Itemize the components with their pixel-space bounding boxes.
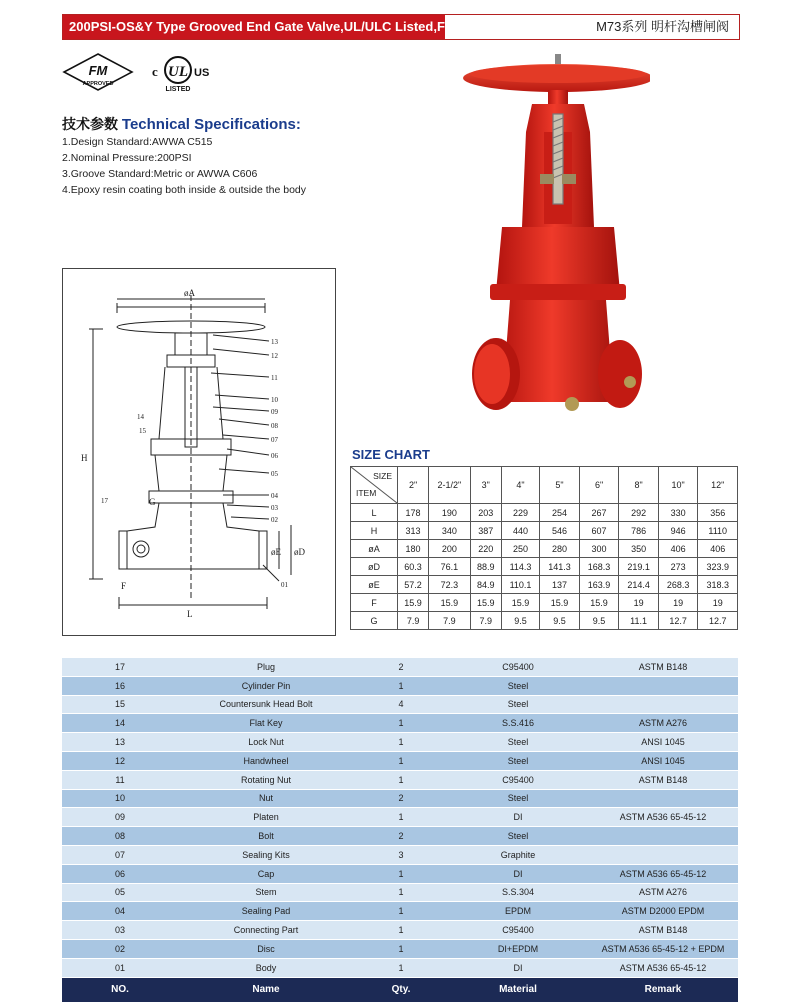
part-material-cell: S.S.304 — [448, 883, 588, 902]
part-qty-cell: 1 — [354, 883, 448, 902]
part-no-cell: 08 — [62, 827, 178, 846]
spec-item: 3.Groove Standard:Metric or AWWA C606 — [62, 168, 258, 180]
table-row — [62, 902, 738, 921]
size-cell: 220 — [470, 540, 501, 558]
part-no-cell: 12 — [62, 751, 178, 770]
part-label: 07 — [271, 436, 278, 444]
fm-approved-logo — [62, 52, 134, 92]
part-qty-cell: 1 — [354, 770, 448, 789]
size-cell: 607 — [579, 522, 619, 540]
size-cell: 280 — [540, 540, 580, 558]
size-cell: 84.9 — [470, 576, 501, 594]
table-row — [62, 789, 738, 808]
size-cell: 15.9 — [470, 594, 501, 612]
part-qty-cell: 1 — [354, 714, 448, 733]
size-header: 2-1/2" — [429, 467, 471, 504]
table-row — [62, 921, 738, 940]
size-cell: 1110 — [698, 522, 738, 540]
size-chart-title: SIZE CHART — [352, 447, 430, 462]
size-cell: 19 — [698, 594, 738, 612]
table-row — [62, 676, 738, 695]
table-row — [62, 714, 738, 733]
part-label: 02 — [271, 516, 278, 524]
size-cell: 72.3 — [429, 576, 471, 594]
size-cell: 219.1 — [619, 558, 659, 576]
part-name-cell: Cap — [178, 864, 354, 883]
size-cell: 12.7 — [658, 612, 698, 630]
size-cell: 313 — [398, 522, 429, 540]
size-cell: 141.3 — [540, 558, 580, 576]
size-cell: 12.7 — [698, 612, 738, 630]
ul-logo-c: c — [152, 64, 158, 79]
col-name-header: Name — [178, 977, 354, 1002]
part-name-cell: Countersunk Head Bolt — [178, 695, 354, 714]
size-cell: 387 — [470, 522, 501, 540]
size-cell: 57.2 — [398, 576, 429, 594]
part-no-cell: 04 — [62, 902, 178, 921]
size-cell: 15.9 — [540, 594, 580, 612]
part-no-cell: 15 — [62, 695, 178, 714]
size-cell: 292 — [619, 504, 659, 522]
part-name-cell: Disc — [178, 939, 354, 958]
size-cell: 178 — [398, 504, 429, 522]
table-row — [62, 827, 738, 846]
size-cell: 110.1 — [501, 576, 539, 594]
part-remark-cell — [588, 676, 738, 695]
dim-h-label: H — [81, 453, 88, 463]
size-cell: 15.9 — [429, 594, 471, 612]
part-remark-cell — [588, 845, 738, 864]
size-cell: 203 — [470, 504, 501, 522]
size-cell: 88.9 — [470, 558, 501, 576]
size-cell: 7.9 — [429, 612, 471, 630]
part-qty-cell: 3 — [354, 845, 448, 864]
table-row — [62, 658, 738, 676]
size-cell: 350 — [619, 540, 659, 558]
size-row-label: G — [351, 612, 398, 630]
part-material-cell: S.S.416 — [448, 714, 588, 733]
size-cell: 406 — [698, 540, 738, 558]
part-name-cell: Rotating Nut — [178, 770, 354, 789]
spec-title — [62, 114, 301, 134]
size-cell: 190 — [429, 504, 471, 522]
size-cell: 19 — [658, 594, 698, 612]
spec-item: 1.Design Standard:AWWA C515 — [62, 136, 213, 148]
size-header: 2" — [398, 467, 429, 504]
part-no-cell: 11 — [62, 770, 178, 789]
table-row — [62, 751, 738, 770]
size-chart-row — [351, 576, 738, 594]
col-material-header: Material — [448, 977, 588, 1002]
size-cell: 9.5 — [540, 612, 580, 630]
spec-title-en: Technical Specifications: — [121, 116, 301, 133]
header-title: 200PSI-OS&Y Type Grooved End Gate Valve,UL/ULC Listed,FM Approved — [63, 15, 445, 39]
size-header: 12" — [698, 467, 738, 504]
dim-a-label: øA — [184, 288, 195, 298]
size-chart-row — [351, 540, 738, 558]
part-material-cell: DI+EPDM — [448, 939, 588, 958]
part-no-cell: 14 — [62, 714, 178, 733]
size-cell: 273 — [658, 558, 698, 576]
size-row-label: øD — [351, 558, 398, 576]
part-no-cell: 13 — [62, 733, 178, 752]
part-label: 05 — [271, 470, 278, 478]
part-remark-cell: ASTM A276 — [588, 883, 738, 902]
part-label: 03 — [271, 504, 278, 512]
ul-logo-us: US — [194, 67, 210, 79]
part-name-cell: Nut — [178, 789, 354, 808]
size-cell: 406 — [658, 540, 698, 558]
part-remark-cell: ASTM A276 — [588, 714, 738, 733]
part-no-cell: 05 — [62, 883, 178, 902]
part-qty-cell: 1 — [354, 958, 448, 977]
size-cell: 440 — [501, 522, 539, 540]
part-remark-cell: ASTM A536 65-45-12 — [588, 958, 738, 977]
parts-list-table — [62, 658, 738, 1003]
part-label: 14 — [137, 413, 144, 421]
part-label: 12 — [271, 352, 278, 360]
size-chart-table — [350, 466, 738, 630]
part-remark-cell: ASTM B148 — [588, 658, 738, 676]
size-cell: 19 — [619, 594, 659, 612]
size-row-label: H — [351, 522, 398, 540]
size-header: 10" — [658, 467, 698, 504]
part-name-cell: Stem — [178, 883, 354, 902]
parts-list-header — [62, 977, 738, 1002]
col-qty-header: Qty. — [354, 977, 448, 1002]
size-cell: 15.9 — [579, 594, 619, 612]
part-no-cell: 01 — [62, 958, 178, 977]
size-chart-row — [351, 594, 738, 612]
header-series: M73系列 明杆沟槽闸阀 — [596, 19, 729, 34]
part-label: 15 — [139, 427, 146, 435]
part-label: 06 — [271, 452, 278, 460]
part-label: 09 — [271, 408, 278, 416]
part-no-cell: 16 — [62, 676, 178, 695]
size-cell: 229 — [501, 504, 539, 522]
part-label: 08 — [271, 422, 278, 430]
ul-logo-sub: LISTED — [165, 86, 191, 92]
size-cell: 76.1 — [429, 558, 471, 576]
part-remark-cell: ASTM A536 65-45-12 — [588, 808, 738, 827]
col-remark-header: Remark — [588, 977, 738, 1002]
table-row — [62, 733, 738, 752]
header-bar — [62, 14, 740, 40]
size-cell: 318.3 — [698, 576, 738, 594]
part-remark-cell: ASTM A536 65-45-12 + EPDM — [588, 939, 738, 958]
dim-f-label: F — [121, 581, 127, 591]
part-no-cell: 09 — [62, 808, 178, 827]
part-qty-cell: 1 — [354, 751, 448, 770]
table-row — [62, 770, 738, 789]
part-label: 17 — [101, 497, 108, 505]
part-remark-cell: ASTM D2000 EPDM — [588, 902, 738, 921]
valve-technical-drawing — [62, 268, 336, 636]
size-cell: 546 — [540, 522, 580, 540]
table-row — [62, 808, 738, 827]
part-qty-cell: 2 — [354, 827, 448, 846]
part-material-cell: Steel — [448, 827, 588, 846]
size-cell: 323.9 — [698, 558, 738, 576]
part-material-cell: DI — [448, 808, 588, 827]
col-no-header: NO. — [62, 977, 178, 1002]
valve-product-image — [460, 52, 650, 447]
size-header: 6" — [579, 467, 619, 504]
size-cell: 137 — [540, 576, 580, 594]
size-cell: 340 — [429, 522, 471, 540]
size-cell: 15.9 — [398, 594, 429, 612]
part-label: 04 — [271, 492, 278, 500]
spec-list — [62, 134, 306, 198]
spec-title-cn: 技术参数 — [62, 116, 118, 132]
part-name-cell: Flat Key — [178, 714, 354, 733]
part-remark-cell — [588, 827, 738, 846]
size-chart-body — [351, 504, 738, 630]
part-no-cell: 10 — [62, 789, 178, 808]
size-cell: 300 — [579, 540, 619, 558]
part-material-cell: Steel — [448, 733, 588, 752]
spec-item: 4.Epoxy resin coating both inside & outside the body — [62, 184, 306, 196]
part-name-cell: Sealing Kits — [178, 845, 354, 864]
part-no-cell: 03 — [62, 921, 178, 940]
culus-listed-logo — [150, 52, 216, 92]
part-no-cell: 07 — [62, 845, 178, 864]
part-material-cell: Steel — [448, 789, 588, 808]
size-cell: 168.3 — [579, 558, 619, 576]
part-remark-cell: ANSI 1045 — [588, 733, 738, 752]
part-material-cell: C95400 — [448, 921, 588, 940]
part-label: 10 — [271, 396, 278, 404]
corner-size-label: SIZE — [373, 471, 392, 481]
part-qty-cell: 1 — [354, 676, 448, 695]
dim-l-label: L — [187, 609, 193, 619]
size-chart-header-row — [351, 467, 738, 504]
part-qty-cell: 1 — [354, 939, 448, 958]
table-row — [62, 695, 738, 714]
part-remark-cell: ASTM A536 65-45-12 — [588, 864, 738, 883]
table-row — [62, 864, 738, 883]
size-cell: 60.3 — [398, 558, 429, 576]
size-cell: 268.3 — [658, 576, 698, 594]
part-name-cell: Platen — [178, 808, 354, 827]
size-chart-row — [351, 504, 738, 522]
fm-logo-sub: APPROVED — [82, 81, 114, 87]
size-row-label: L — [351, 504, 398, 522]
part-label: 01 — [281, 581, 288, 589]
table-row — [62, 939, 738, 958]
fm-logo-text: FM — [88, 63, 108, 78]
parts-list-body — [62, 658, 738, 977]
table-row — [62, 958, 738, 977]
table-row — [62, 845, 738, 864]
size-cell: 946 — [658, 522, 698, 540]
part-material-cell: EPDM — [448, 902, 588, 921]
part-material-cell: C95400 — [448, 658, 588, 676]
size-cell: 786 — [619, 522, 659, 540]
size-row-label: øE — [351, 576, 398, 594]
part-qty-cell: 1 — [354, 902, 448, 921]
part-remark-cell — [588, 695, 738, 714]
part-name-cell: Sealing Pad — [178, 902, 354, 921]
part-qty-cell: 2 — [354, 658, 448, 676]
corner-item-label: ITEM — [356, 488, 377, 498]
part-qty-cell: 1 — [354, 864, 448, 883]
size-header: 5" — [540, 467, 580, 504]
part-name-cell: Handwheel — [178, 751, 354, 770]
size-cell: 180 — [398, 540, 429, 558]
size-header: 3" — [470, 467, 501, 504]
size-cell: 254 — [540, 504, 580, 522]
ul-logo-text: UL — [168, 64, 188, 80]
part-material-cell: DI — [448, 958, 588, 977]
size-cell: 11.1 — [619, 612, 659, 630]
part-qty-cell: 4 — [354, 695, 448, 714]
part-name-cell: Connecting Part — [178, 921, 354, 940]
size-cell: 330 — [658, 504, 698, 522]
size-cell: 200 — [429, 540, 471, 558]
size-row-label: øA — [351, 540, 398, 558]
part-material-cell: C95400 — [448, 770, 588, 789]
size-cell: 9.5 — [579, 612, 619, 630]
part-material-cell: Steel — [448, 695, 588, 714]
size-cell: 356 — [698, 504, 738, 522]
size-cell: 7.9 — [470, 612, 501, 630]
part-name-cell: Cylinder Pin — [178, 676, 354, 695]
part-qty-cell: 1 — [354, 921, 448, 940]
part-name-cell: Lock Nut — [178, 733, 354, 752]
part-label: 13 — [271, 338, 278, 346]
dim-g-label: G — [149, 497, 156, 507]
part-remark-cell: ANSI 1045 — [588, 751, 738, 770]
part-name-cell: Body — [178, 958, 354, 977]
size-cell: 114.3 — [501, 558, 539, 576]
part-name-cell: Bolt — [178, 827, 354, 846]
spec-item: 2.Nominal Pressure:200PSI — [62, 152, 192, 164]
size-chart-row — [351, 612, 738, 630]
size-chart-corner — [351, 467, 398, 504]
size-row-label: F — [351, 594, 398, 612]
table-row — [62, 883, 738, 902]
size-cell: 250 — [501, 540, 539, 558]
part-name-cell: Plug — [178, 658, 354, 676]
size-cell: 15.9 — [501, 594, 539, 612]
size-chart-row — [351, 558, 738, 576]
part-material-cell: Steel — [448, 751, 588, 770]
part-qty-cell: 1 — [354, 733, 448, 752]
part-qty-cell: 2 — [354, 789, 448, 808]
part-no-cell: 17 — [62, 658, 178, 676]
part-no-cell: 02 — [62, 939, 178, 958]
size-cell: 267 — [579, 504, 619, 522]
part-remark-cell — [588, 789, 738, 808]
part-material-cell: DI — [448, 864, 588, 883]
size-cell: 9.5 — [501, 612, 539, 630]
part-remark-cell: ASTM B148 — [588, 770, 738, 789]
dim-e-label: øE — [271, 547, 281, 557]
part-no-cell: 06 — [62, 864, 178, 883]
size-chart-row — [351, 522, 738, 540]
part-material-cell: Graphite — [448, 845, 588, 864]
part-material-cell: Steel — [448, 676, 588, 695]
size-cell: 214.4 — [619, 576, 659, 594]
size-cell: 163.9 — [579, 576, 619, 594]
dim-d-label: øD — [294, 547, 305, 557]
part-qty-cell: 1 — [354, 808, 448, 827]
size-header: 8" — [619, 467, 659, 504]
part-remark-cell: ASTM B148 — [588, 921, 738, 940]
size-cell: 7.9 — [398, 612, 429, 630]
size-header: 4" — [501, 467, 539, 504]
part-label: 11 — [271, 374, 278, 382]
